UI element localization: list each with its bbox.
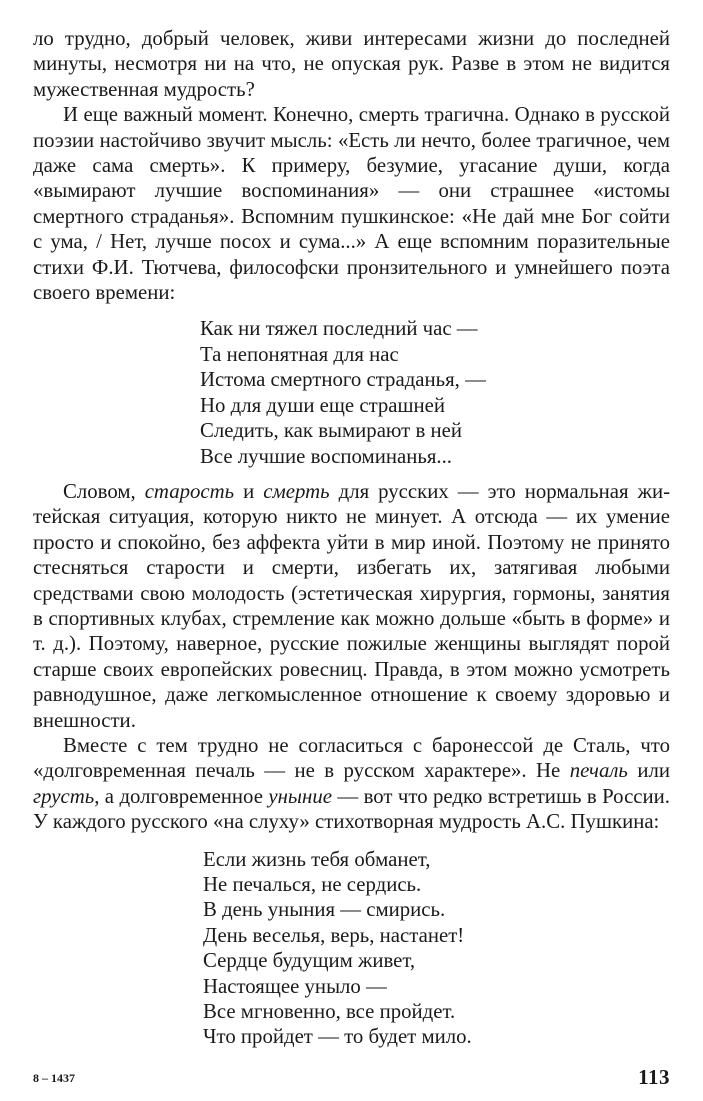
poem-line: Настоящее уныло — — [203, 974, 387, 998]
poem-line: Все мгновенно, все пройдет. — [203, 1000, 456, 1024]
text-run: или — [627, 759, 670, 783]
italic-term-despondency: уныние — [268, 784, 332, 808]
page-footer — [33, 1065, 670, 1095]
page-number: 113 — [638, 1065, 670, 1089]
text-run: для русских — это нормальная житейская ситуация, которую никто не минует. А отсюда — их умение просто и спокойно, без аффекта уйти в мир иной. Поэтому не принято стесняться старости и смерти, избегать их, затягивая любыми средствами свою молодость (эстетическая хирургия, гормоны, занятия в спортивных клубах, стремление как можно дольше «быть в форме» и т. д.). Поэтому, наверное, русские пожилые женщины выглядят порой старше своих европейских ровесниц. Правда, в этом можно усмотреть равнодушное, даже легкомысленное отношение к своему здоровью и внешности. — [33, 479, 671, 732]
poem-line: День веселья, верь, настанет! — [203, 923, 465, 947]
italic-term-sadness: грусть — [33, 784, 95, 808]
poem-line: Что пройдет — то будет мило. — [203, 1025, 472, 1049]
poem-line: Все лучшие воспоминанья... — [200, 444, 452, 468]
poem-pushkin — [203, 847, 670, 1050]
book-page — [33, 26, 670, 1050]
text-run: , а долговременное — [94, 784, 269, 808]
text-run: и — [234, 479, 264, 503]
poem-line: Та непонятная для нас — [200, 342, 399, 366]
poem-line: Истома смертного страданья, — — [200, 368, 486, 392]
poem-line: Как ни тяжел последний час — — [200, 317, 478, 341]
paragraph-3 — [33, 479, 670, 733]
poem-line: Сердце будущим живет, — [203, 949, 416, 973]
italic-term-death: смерть — [263, 479, 330, 503]
poem-tyutchev — [200, 316, 670, 468]
paragraph-4 — [33, 733, 670, 835]
italic-term-sorrow: печаль — [569, 759, 628, 783]
poem-line: В день уныния — смирись. — [203, 898, 446, 922]
paragraph-2: И еще важный момент. Конечно, смерть трагична. Однако в русской поэзии настойчиво звучит мысль: «Есть ли нечто, более трагичное, чем даже сама смерть». К примеру, безумие, угасание души, когда «вымирают лучшие воспоминания» — они страшнее «истомы смертного страданья». Вспомним пушкинское: «Не дай мне Бог сойти с ума, / Нет, лучше посох и сума...» А еще вспомним поразительные стихи Ф.И. Тютчева, философски пронзительного и умнейшего поэта своего времени: — [33, 103, 670, 305]
printer-signature: 8 – 1437 — [33, 1071, 75, 1085]
text-run: Словом, — [63, 479, 145, 503]
text-run: — вот что редко встретишь в России. У каждого русского «на слуху» стихотворная мудрость А.С. Пушкина: — [33, 784, 670, 834]
italic-term-old-age: старость — [144, 479, 235, 503]
poem-line: Следить, как вымирают в ней — [200, 419, 462, 443]
text-run: Вместе с тем трудно не согласиться с баронессой де Сталь, что «долговременная печаль — не в русском характере». Не — [33, 733, 670, 783]
poem-line: Но для души еще страшней — [200, 393, 446, 417]
poem-line: Не печалься, не сердись. — [203, 873, 422, 896]
paragraph-1: ло трудно, добрый человек, живи интересами жизни до последней минуты, несмотря ни на что, не опуская рук. Разве в этом не видится мужественная мудрость? — [33, 27, 670, 101]
poem-line: Если жизнь тебя обманет, — [203, 847, 431, 871]
